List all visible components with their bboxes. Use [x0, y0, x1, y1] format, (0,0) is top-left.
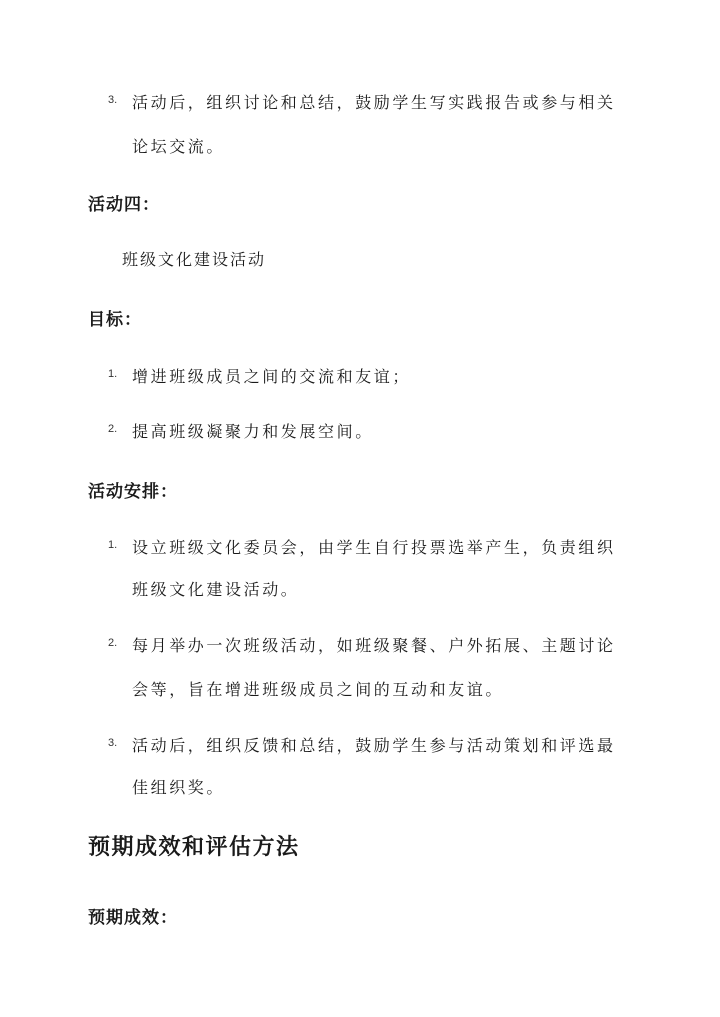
- arrangement-heading: 活动安排：: [88, 482, 178, 502]
- activity-heading: 活动四：: [88, 195, 160, 215]
- arrangement-text-line2: 会等，旨在增进班级成员之间的互动和友谊。: [132, 680, 505, 699]
- goal-text: 提高班级凝聚力和发展空间。: [132, 422, 374, 441]
- goal-text: 增进班级成员之间的交流和友谊；: [132, 367, 412, 386]
- arrangement-text-line2: 佳组织奖。: [132, 778, 226, 797]
- list-number: 3.: [108, 94, 118, 106]
- arrangement-text-line1: 设立班级文化委员会，由学生自行投票选举产生，负责组织: [132, 538, 616, 557]
- list-number: 2.: [108, 637, 118, 649]
- arrangement-text-line1: 每月举办一次班级活动，如班级聚餐、户外拓展、主题讨论: [132, 636, 616, 655]
- list-item-text-line1: 活动后，组织讨论和总结，鼓励学生写实践报告或参与相关: [132, 93, 616, 112]
- list-number: 1.: [108, 539, 118, 551]
- list-number: 1.: [108, 368, 118, 380]
- activity-name: 班级文化建设活动: [122, 250, 267, 269]
- arrangement-text-line2: 班级文化建设活动。: [132, 580, 300, 599]
- expected-results-heading: 预期成效：: [88, 908, 178, 928]
- section-title: 预期成效和评估方法: [88, 834, 300, 860]
- list-number: 2.: [108, 423, 118, 435]
- arrangement-text-line1: 活动后，组织反馈和总结，鼓励学生参与活动策划和评选最: [132, 736, 616, 755]
- list-number: 3.: [108, 737, 118, 749]
- list-item-text-line2: 论坛交流。: [132, 137, 226, 156]
- goal-heading: 目标：: [88, 310, 142, 330]
